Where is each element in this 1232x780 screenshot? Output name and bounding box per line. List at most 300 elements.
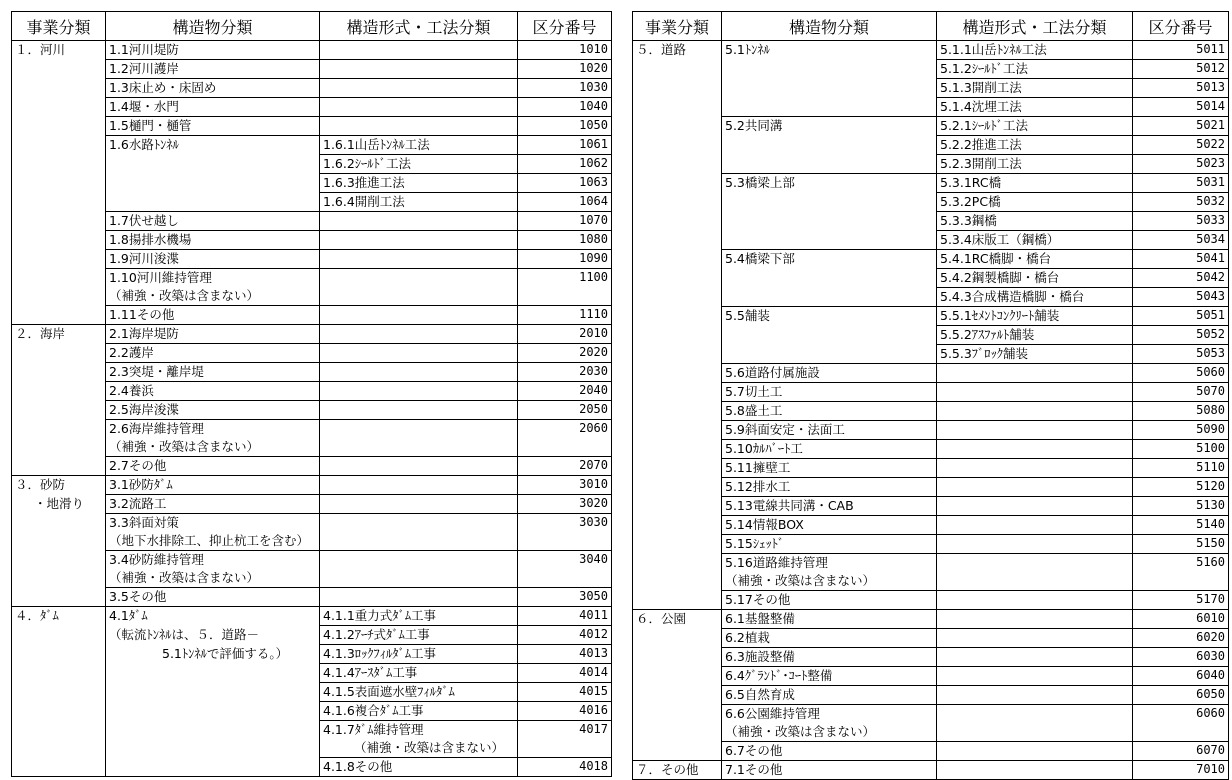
business-category-cell — [12, 136, 106, 155]
business-category-cell — [633, 554, 722, 573]
method-category-cell: 5.5.1ｾﾒﾝﾄｺﾝｸﾘｰﾄ舗装 — [937, 307, 1133, 326]
code-number-cell: 5110 — [1133, 459, 1229, 478]
code-number-cell: 2070 — [518, 457, 612, 476]
code-number-cell — [518, 739, 612, 758]
business-category-cell — [12, 193, 106, 212]
business-category-cell — [12, 739, 106, 758]
method-category-cell — [320, 532, 518, 551]
table-row — [633, 535, 1229, 554]
code-number-cell — [518, 532, 612, 551]
code-number-cell: 1040 — [518, 98, 612, 117]
business-category-cell — [633, 629, 722, 648]
table-row — [12, 495, 612, 514]
structure-category-cell: 5.1ﾄﾝﾈﾙ — [722, 41, 937, 60]
method-category-cell: 5.2.1ｼｰﾙﾄﾞ工法 — [937, 117, 1133, 136]
code-number-cell: 4011 — [518, 607, 612, 626]
table-row — [633, 41, 1229, 60]
structure-category-cell — [722, 79, 937, 98]
code-number-cell: 6020 — [1133, 629, 1229, 648]
table-row — [12, 98, 612, 117]
code-number-cell — [518, 569, 612, 588]
table-row — [633, 516, 1229, 535]
business-category-cell — [633, 307, 722, 326]
table-row — [12, 551, 612, 570]
code-number-cell: 5090 — [1133, 421, 1229, 440]
structure-category-cell: （補強・改築は含まない） — [106, 438, 320, 457]
header-row — [633, 12, 1229, 41]
structure-category-cell — [722, 345, 937, 364]
business-category-cell: ２．海岸 — [12, 325, 106, 344]
header-business-category: 事業分類 — [633, 12, 722, 41]
table-row — [633, 742, 1229, 761]
code-number-cell: 6070 — [1133, 742, 1229, 761]
code-number-cell: 5140 — [1133, 516, 1229, 535]
structure-category-cell — [722, 269, 937, 288]
structure-category-cell: 5.2共同溝 — [722, 117, 937, 136]
table-row — [633, 212, 1229, 231]
business-category-cell — [633, 288, 722, 307]
code-number-cell: 4012 — [518, 626, 612, 645]
code-number-cell: 2040 — [518, 382, 612, 401]
method-category-cell: 4.1.4ｱｰｽﾀﾞﾑ工事 — [320, 664, 518, 683]
table-row — [633, 610, 1229, 629]
code-number-cell: 3010 — [518, 476, 612, 495]
table-row — [633, 421, 1229, 440]
structure-category-cell: 6.3施設整備 — [722, 648, 937, 667]
business-category-cell — [12, 98, 106, 117]
table-row — [12, 60, 612, 79]
business-category-cell — [633, 60, 722, 79]
table-row — [12, 420, 612, 439]
business-category-cell — [633, 705, 722, 724]
table-row — [12, 476, 612, 495]
table-row — [633, 497, 1229, 516]
business-category-cell: ３．砂防 — [12, 476, 106, 495]
structure-category-cell — [106, 739, 320, 758]
table-row — [12, 457, 612, 476]
table-row — [633, 648, 1229, 667]
method-category-cell: 5.4.1RC橋脚・橋台 — [937, 250, 1133, 269]
method-category-cell — [937, 421, 1133, 440]
code-number-cell: 4015 — [518, 683, 612, 702]
business-category-cell — [12, 401, 106, 420]
code-number-cell: 2060 — [518, 420, 612, 439]
table-row — [12, 721, 612, 740]
code-number-cell: 1062 — [518, 155, 612, 174]
structure-category-cell: 1.1河川堤防 — [106, 41, 320, 60]
method-category-cell — [937, 554, 1133, 573]
table-row — [12, 250, 612, 269]
table-row — [633, 364, 1229, 383]
method-category-cell: 4.1.1重力式ﾀﾞﾑ工事 — [320, 607, 518, 626]
business-category-cell — [633, 478, 722, 497]
business-category-cell — [633, 174, 722, 193]
business-category-cell — [633, 193, 722, 212]
method-category-cell — [320, 438, 518, 457]
method-category-cell — [937, 497, 1133, 516]
structure-category-cell: 2.6海岸維持管理 — [106, 420, 320, 439]
code-number-cell: 5051 — [1133, 307, 1229, 326]
method-category-cell: 5.5.2ｱｽﾌｧﾙﾄ舗装 — [937, 326, 1133, 345]
business-category-cell — [12, 721, 106, 740]
structure-category-cell: （補強・改築は含まない） — [722, 572, 937, 591]
code-number-cell: 6040 — [1133, 667, 1229, 686]
method-category-cell: 1.6.3推進工法 — [320, 174, 518, 193]
method-category-cell — [937, 629, 1133, 648]
business-category-cell — [12, 117, 106, 136]
method-category-cell: 5.3.3鋼橋 — [937, 212, 1133, 231]
table-row — [12, 344, 612, 363]
code-number-cell: 5033 — [1133, 212, 1229, 231]
method-category-cell — [320, 117, 518, 136]
business-category-cell — [12, 269, 106, 288]
method-category-cell — [937, 459, 1133, 478]
structure-category-cell: 5.16道路維持管理 — [722, 554, 937, 573]
code-number-cell: 5041 — [1133, 250, 1229, 269]
business-category-cell — [12, 306, 106, 325]
table-row — [12, 514, 612, 533]
business-category-cell — [12, 60, 106, 79]
business-category-cell — [633, 231, 722, 250]
method-category-cell — [937, 478, 1133, 497]
table-row — [12, 212, 612, 231]
structure-category-cell — [106, 702, 320, 721]
code-number-cell: 5170 — [1133, 591, 1229, 610]
table-row — [633, 459, 1229, 478]
table-row — [633, 174, 1229, 193]
code-number-cell: 5022 — [1133, 136, 1229, 155]
table-row — [633, 231, 1229, 250]
method-category-cell — [937, 440, 1133, 459]
method-category-cell — [937, 402, 1133, 421]
code-number-cell: 5070 — [1133, 383, 1229, 402]
business-category-cell — [12, 287, 106, 306]
business-category-cell — [633, 212, 722, 231]
code-number-cell: 3030 — [518, 514, 612, 533]
method-category-cell — [937, 705, 1133, 724]
method-category-cell — [937, 648, 1133, 667]
code-number-cell: 4013 — [518, 645, 612, 664]
structure-category-cell: 7.1その他 — [722, 761, 937, 780]
business-category-cell — [633, 98, 722, 117]
table-row — [12, 645, 612, 664]
method-category-cell — [320, 514, 518, 533]
method-category-cell: 1.6.1山岳ﾄﾝﾈﾙ工法 — [320, 136, 518, 155]
structure-category-cell: 6.7その他 — [722, 742, 937, 761]
header-method-category: 構造形式・工法分類 — [320, 12, 518, 41]
method-category-cell: 5.4.3合成構造橋脚・橋台 — [937, 288, 1133, 307]
business-category-cell — [633, 459, 722, 478]
structure-category-cell: 5.7切土工 — [722, 383, 937, 402]
structure-category-cell: 1.4堰・水門 — [106, 98, 320, 117]
code-number-cell — [1133, 723, 1229, 742]
structure-category-cell: 5.1ﾄﾝﾈﾙで評価する。） — [106, 645, 320, 664]
business-category-cell — [12, 758, 106, 777]
method-category-cell — [937, 761, 1133, 780]
business-category-cell — [633, 117, 722, 136]
table-row — [633, 326, 1229, 345]
table-row — [12, 287, 612, 306]
method-category-cell — [320, 476, 518, 495]
method-category-cell — [937, 383, 1133, 402]
structure-category-cell: 6.4ｸﾞﾗﾝﾄﾞ･ｺｰﾄ整備 — [722, 667, 937, 686]
business-category-cell — [633, 667, 722, 686]
method-category-cell: 5.4.2鋼製橋脚・橋台 — [937, 269, 1133, 288]
structure-category-cell: 5.8盛土工 — [722, 402, 937, 421]
table-row — [12, 325, 612, 344]
business-category-cell — [12, 363, 106, 382]
table-row — [12, 79, 612, 98]
right-table-body — [633, 41, 1229, 780]
header-row — [12, 12, 612, 41]
business-category-cell — [633, 326, 722, 345]
code-number-cell: 1070 — [518, 212, 612, 231]
code-number-cell: 2030 — [518, 363, 612, 382]
header-structure-category: 構造物分類 — [106, 12, 320, 41]
method-category-cell — [937, 591, 1133, 610]
code-number-cell: 5032 — [1133, 193, 1229, 212]
code-number-cell: 5021 — [1133, 117, 1229, 136]
structure-category-cell: 2.7その他 — [106, 457, 320, 476]
code-number-cell: 6030 — [1133, 648, 1229, 667]
business-category-cell — [12, 645, 106, 664]
table-row — [633, 440, 1229, 459]
method-category-cell — [937, 742, 1133, 761]
table-row — [12, 626, 612, 645]
code-number-cell — [518, 287, 612, 306]
right-classification-table — [632, 11, 1229, 780]
business-category-cell — [633, 364, 722, 383]
code-number-cell: 3040 — [518, 551, 612, 570]
method-category-cell: 4.1.3ﾛｯｸﾌｨﾙﾀﾞﾑ工事 — [320, 645, 518, 664]
code-number-cell: 3050 — [518, 588, 612, 607]
code-number-cell: 1064 — [518, 193, 612, 212]
code-number-cell: 5023 — [1133, 155, 1229, 174]
business-category-cell: ・地滑り — [12, 495, 106, 514]
code-number-cell: 5100 — [1133, 440, 1229, 459]
code-number-cell: 5043 — [1133, 288, 1229, 307]
structure-category-cell: 3.4砂防維持管理 — [106, 551, 320, 570]
method-category-cell — [320, 60, 518, 79]
business-category-cell — [12, 212, 106, 231]
code-number-cell: 5150 — [1133, 535, 1229, 554]
structure-category-cell: （転流ﾄﾝﾈﾙは、５．道路－ — [106, 626, 320, 645]
business-category-cell — [12, 344, 106, 363]
business-category-cell — [12, 79, 106, 98]
structure-category-cell: 3.1砂防ﾀﾞﾑ — [106, 476, 320, 495]
code-number-cell: 7010 — [1133, 761, 1229, 780]
business-category-cell — [12, 702, 106, 721]
method-category-cell — [320, 382, 518, 401]
method-category-cell — [320, 269, 518, 288]
code-number-cell: 4016 — [518, 702, 612, 721]
method-category-cell — [937, 535, 1133, 554]
method-category-cell — [320, 495, 518, 514]
table-row — [633, 667, 1229, 686]
structure-category-cell — [722, 326, 937, 345]
business-category-cell — [633, 591, 722, 610]
table-row — [633, 723, 1229, 742]
business-category-cell — [633, 383, 722, 402]
structure-category-cell: 5.6道路付属施設 — [722, 364, 937, 383]
table-row — [633, 136, 1229, 155]
code-number-cell: 4014 — [518, 664, 612, 683]
method-category-cell — [320, 231, 518, 250]
structure-category-cell — [106, 758, 320, 777]
method-category-cell: 5.3.1RC橋 — [937, 174, 1133, 193]
table-row — [12, 306, 612, 325]
structure-category-cell: 5.11擁壁工 — [722, 459, 937, 478]
method-category-cell: 5.1.3開削工法 — [937, 79, 1133, 98]
method-category-cell — [937, 610, 1133, 629]
table-row — [633, 686, 1229, 705]
structure-category-cell: 1.3床止め・床固め — [106, 79, 320, 98]
table-row — [12, 532, 612, 551]
table-row — [12, 155, 612, 174]
method-category-cell: 5.1.1山岳ﾄﾝﾈﾙ工法 — [937, 41, 1133, 60]
table-row — [633, 383, 1229, 402]
business-category-cell — [12, 420, 106, 439]
structure-category-cell: 5.5舗装 — [722, 307, 937, 326]
method-category-cell — [937, 364, 1133, 383]
code-number-cell: 5060 — [1133, 364, 1229, 383]
business-category-cell — [12, 569, 106, 588]
business-category-cell: ６．公園 — [633, 610, 722, 629]
code-number-cell — [1133, 572, 1229, 591]
structure-category-cell: 2.2護岸 — [106, 344, 320, 363]
table-row — [12, 136, 612, 155]
method-category-cell — [320, 344, 518, 363]
business-category-cell — [12, 382, 106, 401]
table-row — [633, 478, 1229, 497]
structure-category-cell: 5.10ｶﾙﾊﾞｰﾄ工 — [722, 440, 937, 459]
business-category-cell — [12, 514, 106, 533]
table-row — [12, 702, 612, 721]
table-row — [12, 758, 612, 777]
structure-category-cell: 2.4養浜 — [106, 382, 320, 401]
left-table-body — [12, 41, 612, 777]
method-category-cell: 4.1.8その他 — [320, 758, 518, 777]
structure-category-cell: 6.2植栽 — [722, 629, 937, 648]
business-category-cell: １．河川 — [12, 41, 106, 60]
structure-category-cell: 2.5海岸浚渫 — [106, 401, 320, 420]
table-row — [12, 401, 612, 420]
structure-category-cell: 3.2流路工 — [106, 495, 320, 514]
structure-category-cell: 5.3橋梁上部 — [722, 174, 937, 193]
table-row — [633, 572, 1229, 591]
table-row — [633, 591, 1229, 610]
structure-category-cell: 1.7伏せ越し — [106, 212, 320, 231]
business-category-cell — [633, 345, 722, 364]
business-category-cell — [633, 497, 722, 516]
table-row — [633, 79, 1229, 98]
structure-category-cell: 4.1ﾀﾞﾑ — [106, 607, 320, 626]
structure-category-cell: 6.1基盤整備 — [722, 610, 937, 629]
table-row — [12, 607, 612, 626]
method-category-cell: 5.3.4床版工（鋼橋） — [937, 231, 1133, 250]
structure-category-cell: 1.10河川維持管理 — [106, 269, 320, 288]
method-category-cell — [320, 420, 518, 439]
structure-category-cell: （地下水排除工、抑止杭工を含む） — [106, 532, 320, 551]
table-row — [633, 629, 1229, 648]
structure-category-cell: 5.15ｼｪｯﾄﾞ — [722, 535, 937, 554]
structure-category-cell: 6.6公園維持管理 — [722, 705, 937, 724]
code-number-cell: 4018 — [518, 758, 612, 777]
structure-category-cell: 1.9河川浚渫 — [106, 250, 320, 269]
structure-category-cell — [722, 288, 937, 307]
business-category-cell — [12, 683, 106, 702]
code-number-cell: 1080 — [518, 231, 612, 250]
code-number-cell: 5012 — [1133, 60, 1229, 79]
table-row — [12, 664, 612, 683]
table-row — [633, 117, 1229, 136]
method-category-cell — [320, 79, 518, 98]
business-category-cell — [633, 742, 722, 761]
business-category-cell — [12, 626, 106, 645]
table-row — [633, 288, 1229, 307]
method-category-cell: 5.2.3開削工法 — [937, 155, 1133, 174]
method-category-cell: 5.5.3ﾌﾞﾛｯｸ舗装 — [937, 345, 1133, 364]
table-row — [633, 554, 1229, 573]
table-row — [633, 269, 1229, 288]
method-category-cell — [937, 516, 1133, 535]
table-row — [633, 761, 1229, 780]
table-row — [12, 41, 612, 60]
method-category-cell — [937, 572, 1133, 591]
table-row — [633, 345, 1229, 364]
left-classification-table — [11, 11, 612, 777]
structure-category-cell: 5.17その他 — [722, 591, 937, 610]
business-category-cell — [633, 136, 722, 155]
business-category-cell — [633, 250, 722, 269]
header-method-category: 構造形式・工法分類 — [937, 12, 1133, 41]
code-number-cell: 2050 — [518, 401, 612, 420]
structure-category-cell: 5.14情報BOX — [722, 516, 937, 535]
business-category-cell: ４．ﾀﾞﾑ — [12, 607, 106, 626]
structure-category-cell: 5.13電線共同溝・CAB — [722, 497, 937, 516]
structure-category-cell: 5.4橋梁下部 — [722, 250, 937, 269]
table-row — [633, 705, 1229, 724]
code-number-cell: 2010 — [518, 325, 612, 344]
method-category-cell — [320, 41, 518, 60]
structure-category-cell — [106, 155, 320, 174]
method-category-cell — [937, 686, 1133, 705]
method-category-cell — [320, 363, 518, 382]
method-category-cell — [937, 723, 1133, 742]
code-number-cell — [518, 438, 612, 457]
business-category-cell — [12, 231, 106, 250]
business-category-cell — [633, 269, 722, 288]
table-row — [12, 231, 612, 250]
method-category-cell — [320, 588, 518, 607]
structure-category-cell — [722, 155, 937, 174]
code-number-cell: 1110 — [518, 306, 612, 325]
structure-category-cell — [722, 212, 937, 231]
structure-category-cell: 5.9斜面安定・法面工 — [722, 421, 937, 440]
business-category-cell — [12, 174, 106, 193]
table-row — [12, 739, 612, 758]
code-number-cell: 5120 — [1133, 478, 1229, 497]
code-number-cell: 3020 — [518, 495, 612, 514]
code-number-cell: 5130 — [1133, 497, 1229, 516]
structure-category-cell — [722, 98, 937, 117]
table-row — [633, 60, 1229, 79]
code-number-cell: 5080 — [1133, 402, 1229, 421]
table-row — [12, 382, 612, 401]
structure-category-cell — [722, 193, 937, 212]
business-category-cell — [12, 532, 106, 551]
code-number-cell: 1063 — [518, 174, 612, 193]
